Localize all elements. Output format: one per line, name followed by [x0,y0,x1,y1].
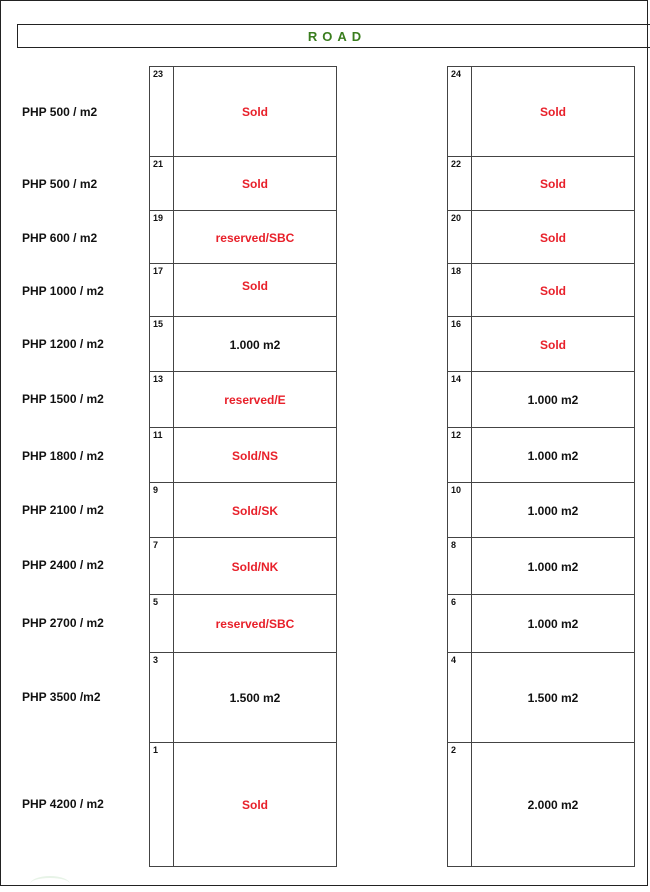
price-label: PHP 2400 / m2 [22,558,104,572]
lot-number-cell [448,595,472,652]
lot-number: 9 [153,485,159,495]
lot-number: 10 [451,485,462,495]
lot-number: 24 [451,69,462,79]
price-label: PHP 1000 / m2 [22,284,104,298]
lot-number: 1 [153,745,159,755]
price-label: PHP 1500 / m2 [22,392,104,406]
lot-number-cell [448,211,472,263]
lot-number: 7 [153,540,159,550]
lot-number: 4 [451,655,457,665]
lot-number: 12 [451,430,462,440]
lot-status: Sold/NK [231,559,279,574]
lot-cell [149,264,337,317]
price-label: PHP 3500 /m2 [22,690,101,704]
lot-status: Sold [540,105,566,119]
lot-cell [447,211,635,264]
lot-cell [447,595,635,653]
lot-status: 1.000 m2 [527,559,579,574]
lot-status: Sold [242,798,268,812]
price-label: PHP 1200 / m2 [22,337,104,351]
lot-number-cell [448,483,472,537]
lot-number-cell [150,157,174,210]
lot-status: Sold/SK [231,503,278,518]
price-label: PHP 2700 / m2 [22,616,104,630]
lot-status: 1.500 m2 [229,691,281,705]
lot-number-cell [448,372,472,427]
lot-number: 23 [153,69,164,79]
lot-number: 13 [153,374,164,384]
lot-number-cell [448,538,472,594]
lot-cell [149,653,337,743]
watermark-mark [30,876,70,892]
lot-cell [447,317,635,372]
price-label: PHP 1800 / m2 [22,449,104,463]
lot-cell [149,211,337,264]
price-label: PHP 500 / m2 [22,177,98,191]
lot-number: 14 [451,374,462,384]
lot-number: 15 [153,319,164,329]
lot-cell [149,157,337,211]
lot-number-cell [150,211,174,263]
lot-cell [149,595,337,653]
lot-number-cell [448,67,472,156]
lot-number-cell [150,483,174,537]
lot-status: Sold [242,105,268,119]
lot-cell [447,538,635,595]
lot-number: 5 [153,597,159,607]
lot-cell [447,743,635,867]
lot-number-cell [150,595,174,652]
road-banner [17,24,650,48]
lot-number: 2 [451,745,457,755]
lot-number-cell [150,317,174,371]
lot-status: Sold [242,278,268,293]
lot-number-cell [448,428,472,482]
lot-status: Sold [540,337,566,352]
lot-number: 21 [153,159,164,169]
lot-status: 2.000 m2 [527,798,579,812]
lot-status: 1.500 m2 [527,691,579,705]
lot-status: 1.000 m2 [229,337,281,352]
lot-number: 3 [153,655,159,665]
lot-cell [447,483,635,538]
price-label: PHP 500 / m2 [22,105,98,119]
lot-status: 1.000 m2 [527,393,579,407]
lot-status: 1.000 m2 [527,503,579,518]
lot-cell [447,372,635,428]
lot-number: 22 [451,159,462,169]
lot-cell [149,67,337,157]
lot-cell [149,428,337,483]
lot-status: Sold [540,283,566,298]
lot-cell [447,157,635,211]
lot-cell [447,653,635,743]
lot-status: Sold [242,177,268,191]
lot-number-cell [448,264,472,316]
lot-number: 19 [153,213,164,223]
left-lot-column [149,66,337,867]
lot-number: 20 [451,213,462,223]
price-label: PHP 600 / m2 [22,231,98,245]
lot-cell [149,372,337,428]
price-label: PHP 4200 / m2 [22,797,104,811]
lot-number-cell [448,317,472,371]
lot-number-cell [150,372,174,427]
lot-number: 18 [451,266,462,276]
lot-status: reserved/E [224,393,286,407]
right-lot-column [447,66,635,867]
lot-status: reserved/SBC [215,617,295,631]
lot-cell [149,317,337,372]
lot-number-cell [448,653,472,742]
lot-status: Sold [540,177,566,191]
lot-number: 6 [451,597,457,607]
lot-cell [149,743,337,867]
price-label: PHP 2100 / m2 [22,503,104,517]
road-label: ROAD [307,28,367,44]
lot-cell [149,483,337,538]
lot-status: reserved/SBC [215,230,295,245]
lot-number-cell [150,264,174,316]
lot-number-cell [150,653,174,742]
lot-number: 8 [451,540,457,550]
lot-status: 1.000 m2 [527,617,579,631]
lot-number-cell [150,743,174,866]
lot-number: 16 [451,319,462,329]
lot-cell [447,428,635,483]
lot-status: 1.000 m2 [527,448,579,463]
lot-number-cell [150,67,174,156]
lot-number: 17 [153,266,164,276]
lot-status: Sold [540,230,566,245]
lot-number-cell [150,538,174,594]
lot-number-cell [448,743,472,866]
lot-cell [149,538,337,595]
lot-number-cell [448,157,472,210]
lot-number: 11 [153,430,163,440]
lot-number-cell [150,428,174,482]
lot-status: Sold/NS [231,448,278,463]
lot-cell [447,67,635,157]
lot-cell [447,264,635,317]
